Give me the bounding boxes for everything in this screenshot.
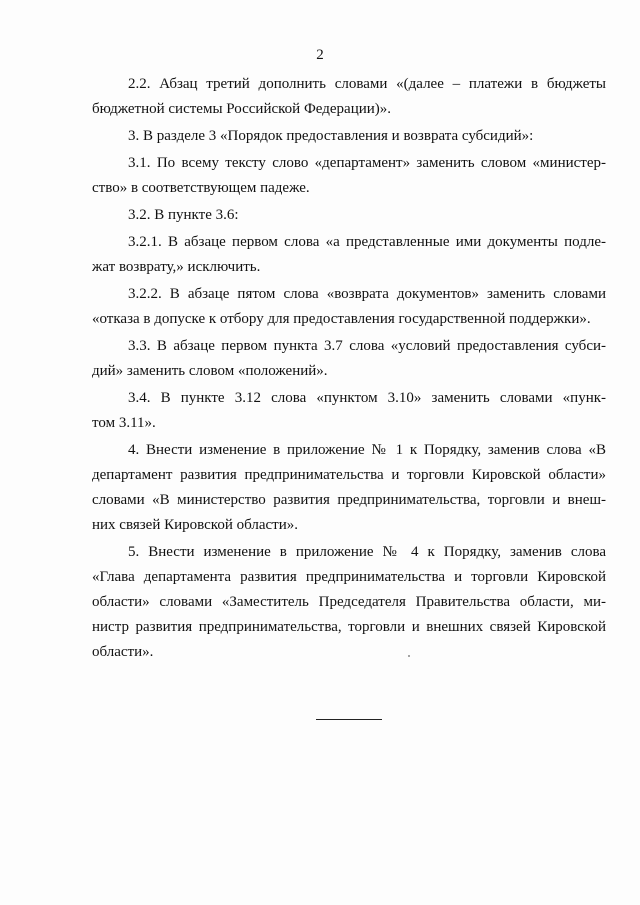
paragraph <box>92 124 606 149</box>
paragraph-line: 3.2. В пункте 3.6: <box>128 207 239 223</box>
paragraph-line: области». <box>92 644 154 660</box>
paragraph <box>92 151 606 201</box>
paragraph-line: 3. В разделе 3 «Порядок предоставления и возврата субсидий»: <box>128 128 534 144</box>
paragraph-line: 3.2.2. В абзаце пятом слова «возврата документов» заменить словами <box>128 286 606 302</box>
paragraph-line: 5. Внести изменение в приложение № 4 к Порядку, заменив слова <box>128 544 606 560</box>
paragraph-line: 4. Внести изменение в приложение № 1 к Порядку, заменив слова «В <box>128 442 606 458</box>
paragraph-line: дий» заменить словом «положений». <box>92 363 328 379</box>
paragraph-line: том 3.11». <box>92 415 156 431</box>
paragraph-line: «отказа в допуске к отбору для предоставления государственной поддержки». <box>92 311 591 327</box>
scan-speck <box>408 655 410 657</box>
paragraph <box>92 203 606 228</box>
page-number: 2 <box>316 47 324 63</box>
paragraph-line: них связей Кировской области». <box>92 517 298 533</box>
document-body <box>92 72 606 665</box>
paragraph-line: 3.2.1. В абзаце первом слова «а представленные ими документы подле- <box>128 234 606 250</box>
paragraph <box>92 540 606 665</box>
paragraph <box>92 230 606 280</box>
paragraph-line: жат возврату,» исключить. <box>92 259 261 275</box>
paragraph <box>92 72 606 122</box>
paragraph <box>92 386 606 436</box>
paragraph <box>92 282 606 332</box>
paragraph <box>92 334 606 384</box>
paragraph-line: словами «В министерство развития предпринимательства, торговли и внеш- <box>92 492 606 508</box>
paragraph-line: нистр развития предпринимательства, торговли и внешних связей Кировской <box>92 619 606 635</box>
paragraph <box>92 438 606 538</box>
end-of-text-rule <box>316 719 382 720</box>
paragraph-line: бюджетной системы Российской Федерации)». <box>92 101 392 117</box>
paragraph-line: «Глава департамента развития предпринимательства и торговли Кировской <box>92 569 606 585</box>
paragraph-line: области» словами «Заместитель Председателя Правительства области, ми- <box>92 594 606 610</box>
paragraph-line: 3.4. В пункте 3.12 слова «пунктом 3.10» заменить словами «пунк- <box>128 390 606 406</box>
paragraph-line: департамент развития предпринимательства и торговли Кировской области» <box>92 467 606 483</box>
paragraph-line: 2.2. Абзац третий дополнить словами «(далее – платежи в бюджеты <box>128 76 606 92</box>
paragraph-line: 3.1. По всему тексту слово «департамент» заменить словом «министер- <box>128 155 606 171</box>
paragraph-line: 3.3. В абзаце первом пункта 3.7 слова «условий предоставления субси- <box>128 338 606 354</box>
paragraph-line: ство» в соответствующем падеже. <box>92 180 310 196</box>
